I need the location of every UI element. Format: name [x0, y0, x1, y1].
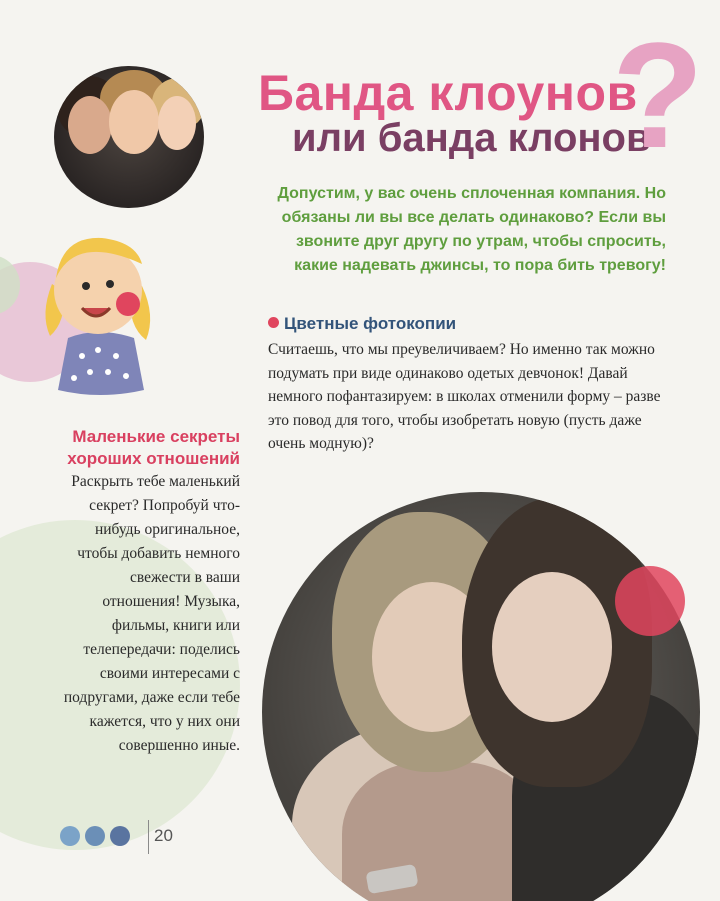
intro-paragraph: Допустим, у вас очень сплоченная компания. Но обязаны ли вы все делать одинаково? Если вы звоните друг другу по утрам, чтобы спросить, какие надевать джинсы, то пора бить тревогу!	[277, 185, 666, 274]
bullet-dot-icon	[268, 317, 279, 328]
main-photo-two-girls	[262, 492, 700, 901]
sidebar-heading: Маленькие секреты хороших отношений	[67, 427, 240, 468]
footer-divider	[148, 820, 149, 854]
cartoon-girl-illustration	[34, 226, 164, 396]
page-number: 20	[154, 826, 173, 845]
dot-icon	[85, 826, 105, 846]
page-title-line1: Банда клоунов	[258, 65, 638, 121]
section-body-text: Считаешь, что мы преувеличиваем? Но именно так можно подумать при виде одинаково одетых девчонок! Давай немного пофантазируем: в школах отменили форму – разве это повод для того, чтобы изобретать новую (пусть даже очень модную)?	[268, 341, 661, 452]
section-heading-text: Цветные фотокопии	[284, 314, 457, 333]
dot-icon	[110, 826, 130, 846]
decor-red-circle	[615, 566, 685, 636]
header-photo-three-girls	[54, 66, 204, 208]
section-heading	[268, 314, 456, 334]
sidebar-text: Раскрыть тебе маленький секрет? Попробуй что-нибудь оригинальное, чтобы добавить немного свежести в ваши отношения! Музыка, фильмы, книги или телепередачи: поделись своими интересами с подругами, даже если тебе кажется, что у них они совершенно иные.	[63, 473, 240, 754]
question-mark-glyph: ?	[612, 11, 704, 179]
page-title-line2: или банда клонов	[292, 116, 651, 160]
dot-icon	[60, 826, 80, 846]
page-dots	[60, 826, 135, 846]
